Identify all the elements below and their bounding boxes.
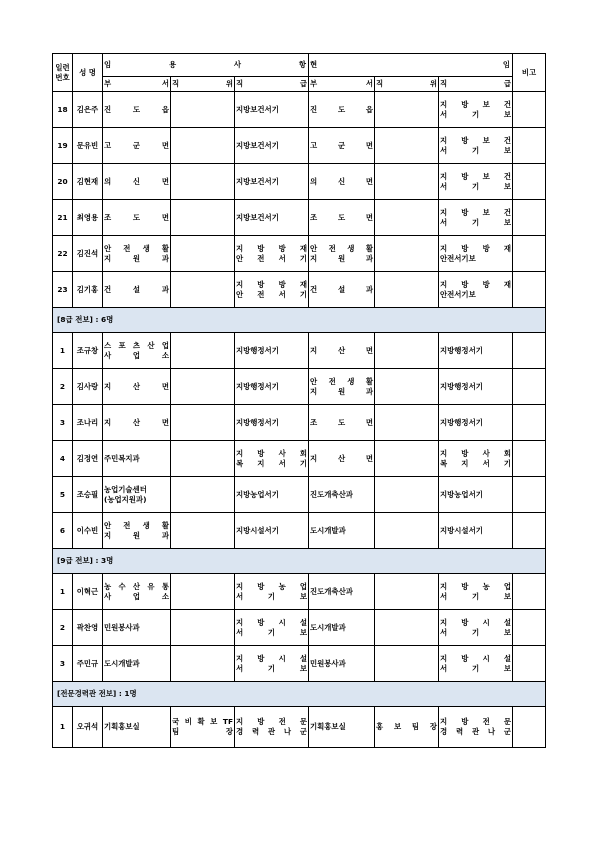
cell-dept: 기획홍보실	[103, 707, 171, 748]
cell-seq: 22	[53, 236, 73, 272]
cell-position	[171, 610, 235, 646]
cell-seq: 23	[53, 272, 73, 308]
cell-cur-grade: 지 방 농 업 서 기 보	[439, 574, 513, 610]
cell-note	[513, 200, 546, 236]
cell-cur-position	[375, 164, 439, 200]
cell-dept: 조 도 면	[103, 200, 171, 236]
cell-grade: 지방행정서기	[235, 369, 309, 405]
cell-seq: 3	[53, 646, 73, 682]
cell-seq: 2	[53, 610, 73, 646]
cell-cur-position	[375, 333, 439, 369]
cell-cur-position	[375, 272, 439, 308]
cell-grade: 지방보건서기	[235, 128, 309, 164]
cell-cur-dept: 건 설 과	[309, 272, 375, 308]
cell-grade: 지방보건서기	[235, 200, 309, 236]
table-row	[53, 236, 546, 272]
cell-cur-position	[375, 92, 439, 128]
cell-grade: 지방행정서기	[235, 405, 309, 441]
cell-cur-dept: 조 도 면	[309, 405, 375, 441]
cell-dept: 진 도 읍	[103, 92, 171, 128]
section-row	[53, 549, 546, 574]
header-cur-grade: 직 급	[439, 77, 513, 92]
cell-note	[513, 236, 546, 272]
cell-cur-grade: 지방시설서기	[439, 513, 513, 549]
cell-note	[513, 164, 546, 200]
cell-cur-position	[375, 128, 439, 164]
cell-note	[513, 646, 546, 682]
subheader-row	[53, 77, 546, 92]
cell-cur-grade: 지 방 시 설 서 기 보	[439, 610, 513, 646]
cell-position	[171, 236, 235, 272]
cell-seq: 3	[53, 405, 73, 441]
cell-note	[513, 128, 546, 164]
cell-cur-dept: 기획홍보실	[309, 707, 375, 748]
table-row	[53, 574, 546, 610]
group-d-body	[53, 707, 546, 748]
cell-grade: 지방농업서기	[235, 477, 309, 513]
cell-dept: 민원봉사과	[103, 610, 171, 646]
cell-cur-grade: 지방행정서기	[439, 405, 513, 441]
cell-note	[513, 405, 546, 441]
cell-seq: 20	[53, 164, 73, 200]
table-row	[53, 610, 546, 646]
cell-cur-grade: 지방행정서기	[439, 333, 513, 369]
section-row	[53, 682, 546, 707]
cell-note	[513, 272, 546, 308]
cell-note	[513, 369, 546, 405]
table-row	[53, 333, 546, 369]
group-b-body	[53, 333, 546, 549]
table-row	[53, 405, 546, 441]
header-position: 직 위	[171, 77, 235, 92]
cell-grade: 지방시설서기	[235, 513, 309, 549]
table-row	[53, 164, 546, 200]
cell-name: 조규창	[73, 333, 103, 369]
table-row	[53, 272, 546, 308]
cell-name: 최영용	[73, 200, 103, 236]
cell-cur-dept: 진도개축산과	[309, 477, 375, 513]
cell-cur-position	[375, 574, 439, 610]
cell-cur-grade: 지 방 보 건 서 기 보	[439, 128, 513, 164]
cell-grade: 지방행정서기	[235, 333, 309, 369]
cell-note	[513, 707, 546, 748]
cell-cur-position	[375, 513, 439, 549]
cell-cur-dept: 도시개발과	[309, 610, 375, 646]
cell-name: 조나리	[73, 405, 103, 441]
cell-seq: 1	[53, 574, 73, 610]
cell-cur-position	[375, 610, 439, 646]
cell-grade: 지 방 농 업 서 기 보	[235, 574, 309, 610]
cell-position: 국 비 확 보 TF 팀 장	[171, 707, 235, 748]
cell-dept: 고 군 면	[103, 128, 171, 164]
cell-grade: 지 방 방 재 안 전 서 기	[235, 272, 309, 308]
cell-position	[171, 369, 235, 405]
header-grade: 직 급	[235, 77, 309, 92]
cell-name: 조승필	[73, 477, 103, 513]
section-row	[53, 308, 546, 333]
table-row	[53, 646, 546, 682]
table-row	[53, 369, 546, 405]
cell-position	[171, 574, 235, 610]
cell-name: 김기홍	[73, 272, 103, 308]
cell-cur-dept: 조 도 면	[309, 200, 375, 236]
cell-note	[513, 92, 546, 128]
cell-grade: 지방보건서기	[235, 92, 309, 128]
cell-note	[513, 477, 546, 513]
table-row	[53, 477, 546, 513]
cell-grade: 지 방 전 문 경 력 관 나 군	[235, 707, 309, 748]
cell-name: 문유빈	[73, 128, 103, 164]
cell-dept: 스 포 츠 산 업 사 업 소	[103, 333, 171, 369]
cell-grade: 지 방 시 설 서 기 보	[235, 646, 309, 682]
cell-cur-grade: 지 방 방 재 안전서기보	[439, 236, 513, 272]
cell-cur-grade: 지 방 방 재 안전서기보	[439, 272, 513, 308]
cell-seq: 5	[53, 477, 73, 513]
cell-cur-grade: 지 방 보 건 서 기 보	[439, 164, 513, 200]
cell-seq: 2	[53, 369, 73, 405]
cell-cur-grade: 지 방 사 회 복 지 서 기	[439, 441, 513, 477]
cell-name: 주민규	[73, 646, 103, 682]
cell-name: 곽찬영	[73, 610, 103, 646]
group-c-body	[53, 574, 546, 682]
cell-note	[513, 441, 546, 477]
cell-name: 이혁근	[73, 574, 103, 610]
cell-cur-position	[375, 236, 439, 272]
cell-cur-dept: 의 신 면	[309, 164, 375, 200]
cell-cur-position	[375, 441, 439, 477]
header-appointment: 임 용 사 항	[103, 54, 309, 77]
cell-position	[171, 272, 235, 308]
cell-cur-dept: 지 산 면	[309, 441, 375, 477]
personnel-table	[52, 53, 546, 748]
cell-seq: 4	[53, 441, 73, 477]
cell-cur-dept: 안 전 생 활 지 원 과	[309, 236, 375, 272]
cell-cur-position	[375, 646, 439, 682]
cell-name: 김현재	[73, 164, 103, 200]
cell-cur-dept: 고 군 면	[309, 128, 375, 164]
cell-seq: 21	[53, 200, 73, 236]
cell-name: 김은주	[73, 92, 103, 128]
cell-grade: 지 방 방 재 안 전 서 기	[235, 236, 309, 272]
table-row	[53, 441, 546, 477]
cell-cur-dept: 도시개발과	[309, 513, 375, 549]
table-row	[53, 513, 546, 549]
group-a-body	[53, 92, 546, 308]
header-name: 성 명	[73, 54, 103, 92]
cell-cur-position	[375, 405, 439, 441]
header-cur-position: 직 위	[375, 77, 439, 92]
cell-dept: 도시개발과	[103, 646, 171, 682]
cell-cur-position: 홍 보 팀 장	[375, 707, 439, 748]
table-row	[53, 128, 546, 164]
header-seq: 일련번호	[53, 54, 73, 92]
cell-dept: 지 산 면	[103, 369, 171, 405]
cell-dept: 지 산 면	[103, 405, 171, 441]
cell-cur-dept: 민원봉사과	[309, 646, 375, 682]
cell-name: 김사랑	[73, 369, 103, 405]
header-row	[53, 54, 546, 77]
cell-dept: 의 신 면	[103, 164, 171, 200]
table-row	[53, 707, 546, 748]
cell-cur-position	[375, 369, 439, 405]
table-row	[53, 92, 546, 128]
cell-grade: 지방보건서기	[235, 164, 309, 200]
cell-position	[171, 513, 235, 549]
cell-name: 이수빈	[73, 513, 103, 549]
cell-position	[171, 128, 235, 164]
section-title: [9급 전보] : 3명	[53, 549, 546, 574]
table-row	[53, 200, 546, 236]
cell-cur-dept: 지 산 면	[309, 333, 375, 369]
cell-position	[171, 441, 235, 477]
cell-cur-grade: 지 방 보 건 서 기 보	[439, 200, 513, 236]
cell-grade: 지 방 사 회 복 지 서 기	[235, 441, 309, 477]
cell-cur-grade: 지 방 보 건 서 기 보	[439, 92, 513, 128]
cell-position	[171, 477, 235, 513]
cell-dept: 안 전 생 활 지 원 과	[103, 513, 171, 549]
cell-seq: 6	[53, 513, 73, 549]
cell-cur-grade: 지방농업서기	[439, 477, 513, 513]
cell-grade: 지 방 시 설 서 기 보	[235, 610, 309, 646]
cell-dept: 농업기술센터 (농업지원과)	[103, 477, 171, 513]
cell-dept: 주민복지과	[103, 441, 171, 477]
header-cur-dept: 부 서	[309, 77, 375, 92]
cell-name: 김정연	[73, 441, 103, 477]
cell-cur-grade: 지방행정서기	[439, 369, 513, 405]
cell-position	[171, 92, 235, 128]
cell-note	[513, 333, 546, 369]
cell-seq: 18	[53, 92, 73, 128]
cell-name: 김진석	[73, 236, 103, 272]
cell-note	[513, 513, 546, 549]
section-title: [전문경력관 전보] : 1명	[53, 682, 546, 707]
cell-cur-dept: 안 전 생 활 지 원 과	[309, 369, 375, 405]
cell-note	[513, 610, 546, 646]
cell-dept: 건 설 과	[103, 272, 171, 308]
cell-cur-position	[375, 200, 439, 236]
cell-position	[171, 333, 235, 369]
cell-cur-grade: 지 방 전 문 경 력 관 나 군	[439, 707, 513, 748]
cell-cur-grade: 지 방 시 설 서 기 보	[439, 646, 513, 682]
cell-seq: 1	[53, 707, 73, 748]
header-current: 현 임	[309, 54, 513, 77]
section-title: [8급 전보] : 6명	[53, 308, 546, 333]
cell-cur-dept: 진도개축산과	[309, 574, 375, 610]
cell-position	[171, 405, 235, 441]
header-note: 비고	[513, 54, 546, 92]
cell-dept: 안 전 생 활 지 원 과	[103, 236, 171, 272]
header-dept: 부 서	[103, 77, 171, 92]
cell-cur-position	[375, 477, 439, 513]
cell-cur-dept: 진 도 읍	[309, 92, 375, 128]
cell-seq: 19	[53, 128, 73, 164]
cell-position	[171, 164, 235, 200]
cell-dept: 농 수 산 유 통 사 업 소	[103, 574, 171, 610]
cell-position	[171, 200, 235, 236]
cell-seq: 1	[53, 333, 73, 369]
cell-position	[171, 646, 235, 682]
cell-name: 오귀석	[73, 707, 103, 748]
cell-note	[513, 574, 546, 610]
